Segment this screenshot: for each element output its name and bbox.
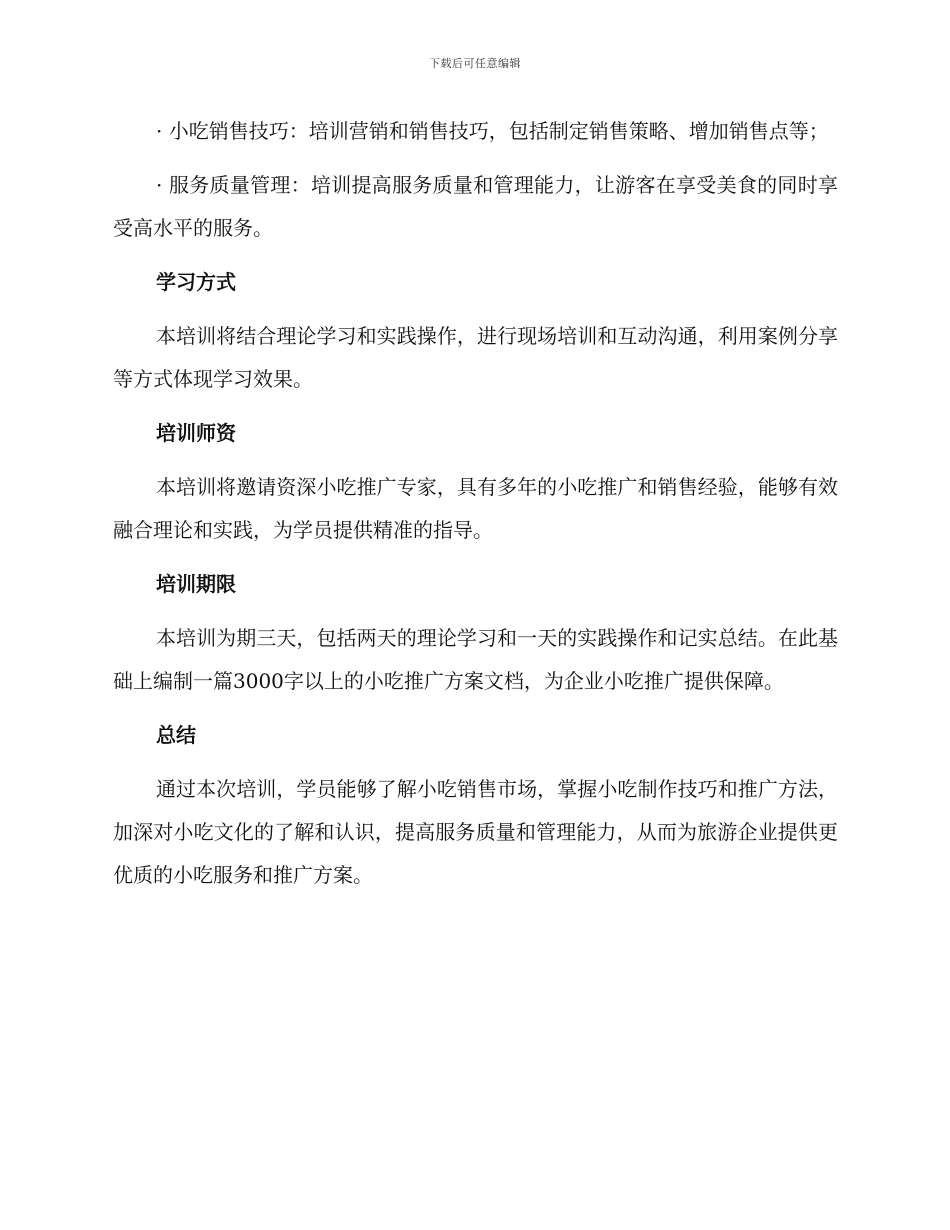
spacer	[113, 153, 838, 164]
spacer	[113, 757, 838, 768]
spacer	[113, 250, 838, 261]
section-heading-instructors: 培训师资	[156, 421, 236, 445]
section-heading-learning-method: 学习方式	[156, 270, 236, 294]
bullet-sales-skills: · 小吃销售技巧：培训营销和销售技巧，包括制定销售策略、增加销售点等；	[156, 119, 829, 143]
section-body-instructors: 本培训将邀请资深小吃推广专家，具有多年的小吃推广和销售经验，能够有效融合理论和实践，为学员提供精准的指导。	[113, 475, 838, 542]
spacer	[113, 455, 838, 466]
section-heading-summary: 总结	[156, 723, 196, 747]
document-body	[113, 110, 838, 897]
spacer	[113, 703, 838, 714]
section-heading-duration: 培训期限	[156, 572, 236, 596]
spacer	[113, 606, 838, 617]
page-header: 下载后可任意编辑	[429, 57, 521, 70]
spacer	[113, 552, 838, 563]
spacer	[113, 401, 838, 412]
section-body-learning-method: 本培训将结合理论学习和实践操作，进行现场培训和互动沟通，利用案例分享等方式体现学习效果。	[113, 324, 838, 391]
section-body-summary: 通过本次培训，学员能够了解小吃销售市场，掌握小吃制作技巧和推广方法，加深对小吃文化的了解和认识，提高服务质量和管理能力，从而为旅游企业提供更优质的小吃服务和推广方案。	[113, 777, 838, 887]
section-body-duration: 本培训为期三天，包括两天的理论学习和一天的实践操作和记实总结。在此基础上编制一篇3000字以上的小吃推广方案文档，为企业小吃推广提供保障。	[113, 626, 838, 693]
spacer	[113, 304, 838, 315]
bullet-service-quality: · 服务质量管理：培训提高服务质量和管理能力，让游客在享受美食的同时享受高水平的服务。	[113, 173, 838, 240]
